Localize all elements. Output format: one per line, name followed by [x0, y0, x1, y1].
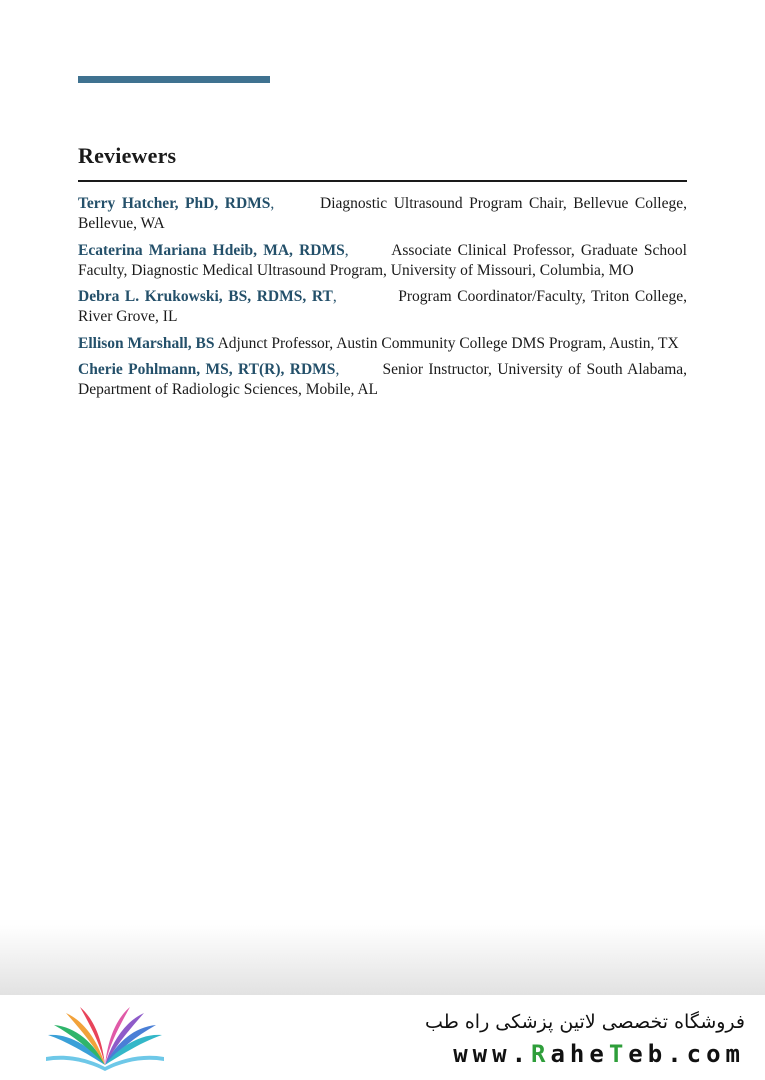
reviewer-role: Adjunct Professor, Austin Community College DMS Program, Austin, TX [217, 334, 679, 352]
store-name: فروشگاه تخصصی لاتین پزشکی راه طب [425, 1011, 745, 1033]
reviewer-entry [78, 287, 687, 327]
store-url[interactable] [453, 1040, 745, 1068]
reviewer-name: Debra L. Krukowski, BS, RDMS, RT [78, 288, 333, 305]
url-letter-t: T [608, 1040, 629, 1068]
reviewer-role: Associate Clinical Professor, Graduate School Faculty, Diagnostic Medical Ultrasound Program, University of Missouri, Columbia, MO [78, 241, 687, 279]
store-footer [0, 995, 765, 1080]
reviewer-name: Cherie Pohlmann, MS, RT(R), RDMS [78, 361, 336, 378]
reviewer-entry [78, 360, 687, 400]
reviewer-name: Terry Hatcher, PhD, RDMS [78, 195, 271, 212]
reviewer-separator: , [335, 361, 340, 378]
reviewer-separator: , [344, 241, 349, 259]
reviewer-role: Program Coordinator/Faculty, Triton College, River Grove, IL [78, 288, 687, 325]
heading-rule [78, 180, 687, 182]
reviewer-entry [78, 194, 687, 234]
url-letter-r: R [531, 1040, 551, 1068]
reviewer-name: Ellison Marshall, BS [78, 334, 215, 352]
footer-shadow [0, 925, 765, 995]
reviewer-separator: , [270, 195, 275, 212]
reviewer-entry [78, 334, 687, 354]
url-suffix: eb.com [628, 1040, 745, 1068]
url-prefix: www. [453, 1040, 532, 1068]
reviewer-name: Ecaterina Mariana Hdeib, MA, RDMS [78, 241, 345, 259]
page-heading: Reviewers [78, 143, 177, 168]
accent-bar [78, 76, 270, 83]
reviewer-entry [78, 241, 687, 281]
reviewer-role: Senior Instructor, University of South Alabama, Department of Radiologic Sciences, Mobile, AL [78, 361, 688, 398]
reviewer-separator: , [332, 288, 337, 305]
url-mid: ahe [550, 1040, 609, 1068]
reviewer-list [78, 194, 687, 407]
reviewer-role: Diagnostic Ultrasound Program Chair, Bellevue College, Bellevue, WA [78, 195, 687, 232]
open-book-logo-icon [40, 1003, 170, 1071]
